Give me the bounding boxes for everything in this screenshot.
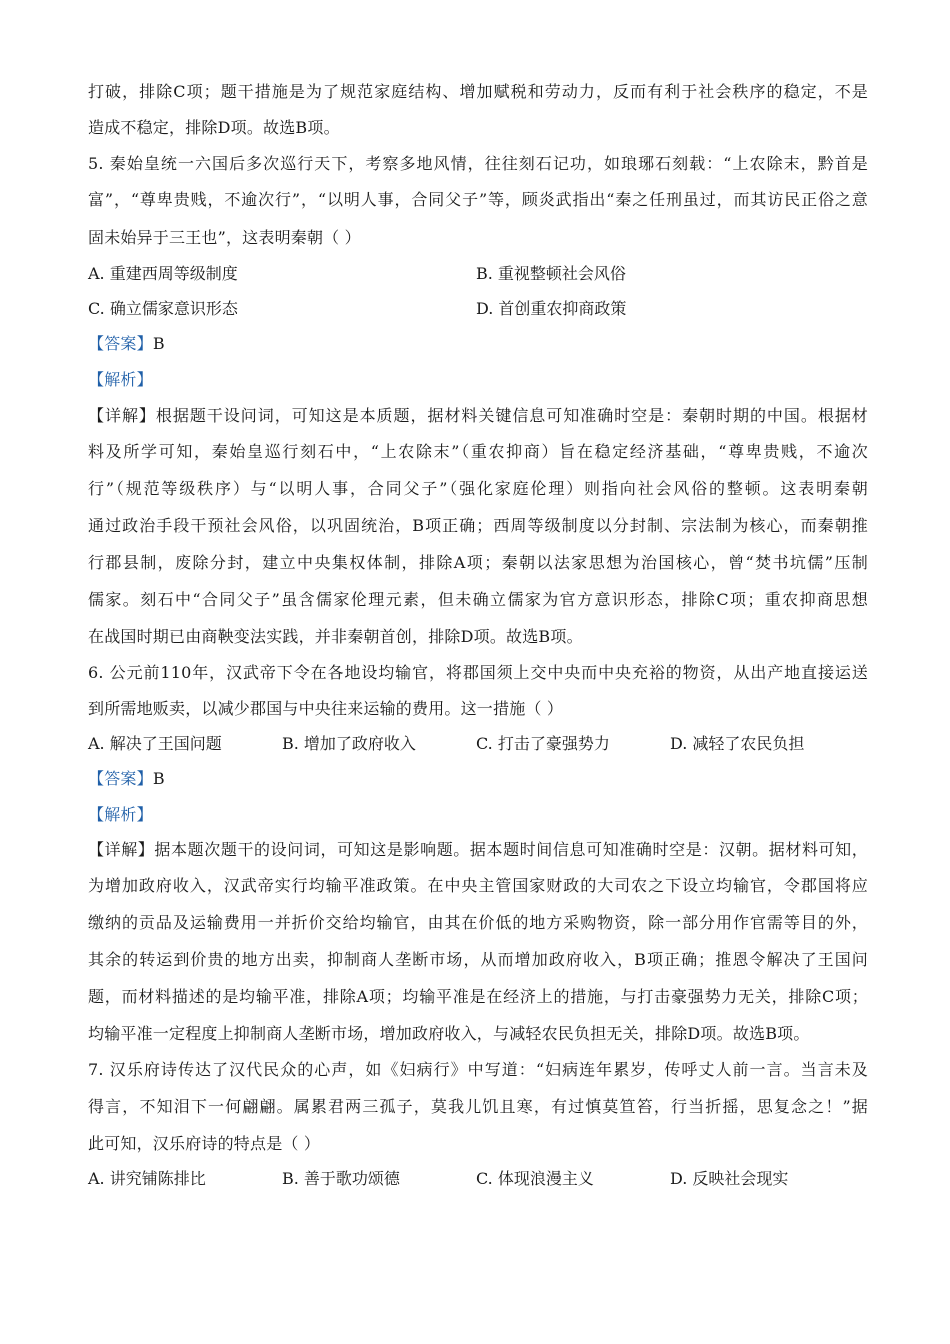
q6-answer-value: B	[152, 769, 165, 788]
q5-detail-line-6: 儒家。刻石中“合同父子”虽含儒家伦理元素，但未确立儒家为官方意识形态，排除C项；重农抑商思想	[88, 590, 868, 609]
q6-detail-line-4: 其余的转运到价贵的地方出卖，抑制商人垄断市场，从而增加政府收入，B项正确；推恩令解决了王国问	[88, 950, 868, 969]
q7-options-row	[88, 1168, 868, 1190]
q5-analysis-heading	[88, 369, 868, 391]
q5-detail-line-5: 行郡县制，废除分封，建立中央集权体制，排除A项；秦朝以法家思想为治国核心，曾“焚书坑儒”压制	[88, 553, 868, 572]
q5-options-row-2	[88, 298, 868, 320]
q6-detail-line-6: 均输平准一定程度上抑制商人垄断市场，增加政府收入，与减轻农民负担无关，排除D项。故选B项。	[88, 1024, 810, 1043]
q6-detail-line-1	[88, 839, 868, 861]
q5-option-d: D. 首创重农抑商政策	[476, 299, 627, 318]
q5-detail-text-1: 根据题干设问词，可知这是本质题，据材料关键信息可知准确时空是：秦朝时期的中国。根据材	[155, 406, 868, 425]
q6-analysis-tag: 【解析】	[88, 805, 153, 824]
q6-detail-tag: 【详解】	[88, 840, 155, 859]
q6-detail-text-1: 据本题次题干的设问词，可知这是影响题。据本题时间信息可知准确时空是：汉朝。据材料可知，	[154, 840, 868, 859]
q5-stem-line-2: 富”，“尊卑贵贱，不逾次行”，“以明人事，合同父子”等，顾炎武指出“秦之任刑虽过，而其访民正俗之意	[88, 190, 868, 209]
q6-detail-line-5: 题，而材料描述的是均输平准，排除A项；均输平准是在经济上的措施，与打击豪强势力无关，排除C项；	[88, 987, 868, 1006]
q7-option-c: C. 体现浪漫主义	[476, 1169, 594, 1188]
q5-options-row-1	[88, 263, 868, 285]
q6-detail-line-3: 缴纳的贡品及运输费用一并折价交给均输官，由其在价低的地方采购物资，除一部分用作官需等目的外，	[88, 913, 868, 932]
q7-stem-line-1: 7. 汉乐府诗传达了汉代民众的心声，如《妇病行》中写道：“妇病连年累岁，传呼丈人前一言。当言未及	[88, 1060, 868, 1079]
q5-detail-tag: 【详解】	[88, 406, 156, 425]
q5-stem-line-3: 固未始异于三王也”，这表明秦朝（ ）	[88, 228, 361, 247]
q6-option-d: D. 减轻了农民负担	[670, 734, 805, 753]
q6-option-a: A. 解决了王国问题	[88, 734, 222, 753]
q6-option-c: C. 打击了豪强势力	[476, 734, 610, 753]
q5-option-c: C. 确立儒家意识形态	[88, 299, 238, 318]
q5-detail-line-7: 在战国时期已由商鞅变法实践，并非秦朝首创，排除D项。故选B项。	[88, 627, 583, 646]
q5-stem-line-1: 5. 秦始皇统一六国后多次巡行天下，考察多地风情，往往刻石记功，如琅琊石刻载：“上农除末，黔首是	[88, 154, 868, 173]
q6-answer	[88, 768, 868, 790]
q6-options-row	[88, 733, 868, 755]
q7-stem-line-3: 此可知，汉乐府诗的特点是（ ）	[88, 1134, 321, 1153]
q6-answer-tag: 【答案】	[88, 769, 153, 788]
q5-detail-line-3: 行”（规范等级秩序）与“以明人事，合同父子”（强化家庭伦理）则指向社会风俗的整顿。这表明秦朝	[88, 479, 868, 498]
q6-stem-line-1: 6. 公元前110年，汉武帝下令在各地设均输官，将郡国须上交中央而中央充裕的物资，从出产地直接运送	[88, 663, 868, 682]
prev-analysis-line-2: 造成不稳定，排除D项。故选B项。	[88, 118, 340, 137]
q7-option-d: D. 反映社会现实	[670, 1169, 789, 1188]
q6-detail-line-2: 为增加政府收入，汉武帝实行均输平准政策。在中央主管国家财政的大司农之下设立均输官，令郡国将应	[88, 876, 868, 895]
q7-stem-line-2: 得言，不知泪下一何翩翩。属累君两三孤子，莫我儿饥且寒，有过慎莫笪笞，行当折摇，思复念之！”据	[88, 1097, 868, 1116]
q7-option-a: A. 讲究铺陈排比	[88, 1169, 206, 1188]
q5-detail-line-2: 料及所学可知，秦始皇巡行刻石中，“上农除末”（重农抑商）旨在稳定经济基础，“尊卑贵贱，不逾次	[88, 442, 868, 461]
q5-option-b: B. 重视整顿社会风俗	[476, 264, 626, 283]
q5-answer-value: B	[152, 334, 165, 353]
q5-answer-tag: 【答案】	[88, 334, 153, 353]
q5-option-a: A. 重建西周等级制度	[88, 264, 238, 283]
q5-detail-line-4: 通过政治手段干预社会风俗，以巩固统治，B项正确；西周等级制度以分封制、宗法制为核心，而秦朝推	[88, 516, 868, 535]
q5-detail-line-1	[88, 405, 868, 427]
q6-analysis-heading	[88, 804, 868, 826]
q5-answer	[88, 333, 868, 355]
q6-option-b: B. 增加了政府收入	[282, 734, 416, 753]
q7-option-b: B. 善于歌功颂德	[282, 1169, 400, 1188]
q6-stem-line-2: 到所需地贩卖，以减少郡国与中央往来运输的费用。这一措施（ ）	[88, 699, 564, 718]
q5-analysis-tag: 【解析】	[88, 370, 153, 389]
prev-analysis-line-1: 打破，排除C项；题干措施是为了规范家庭结构、增加赋税和劳动力，反而有利于社会秩序的稳定，不是	[88, 82, 868, 101]
